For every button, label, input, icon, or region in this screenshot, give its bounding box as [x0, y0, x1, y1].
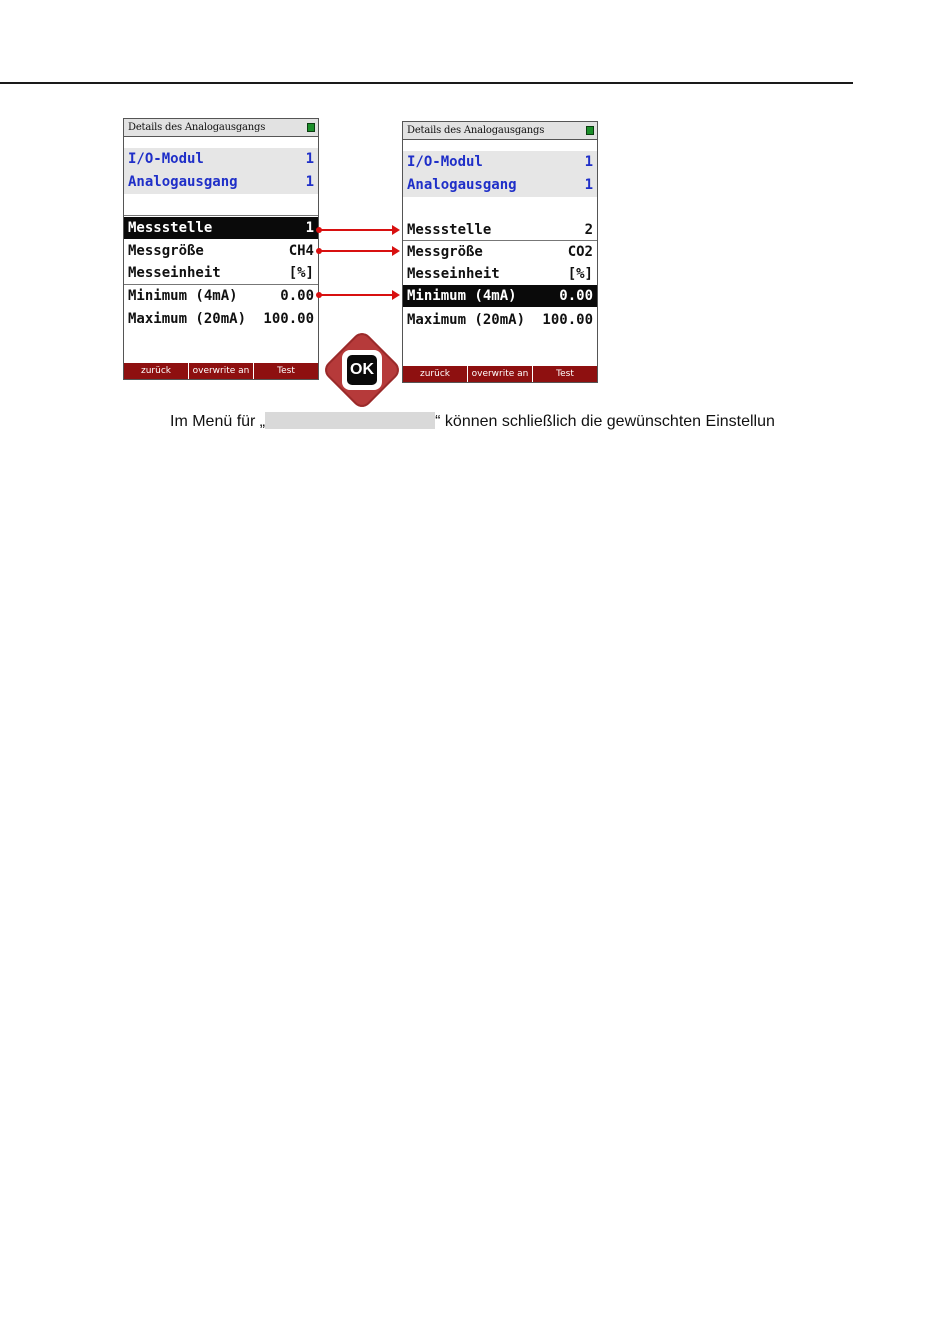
- menu-row-maximum[interactable]: Maximum (20mA) 100.00: [128, 311, 314, 327]
- softkey-bar: [124, 363, 318, 379]
- menu-row-minimum[interactable]: Minimum (4mA) 0.00: [403, 285, 597, 307]
- back-softkey[interactable]: zurück: [124, 363, 188, 379]
- header-rule: [0, 82, 853, 84]
- menu-row-minimum[interactable]: Minimum (4mA) 0.00: [128, 288, 314, 304]
- caption-text: [170, 412, 775, 431]
- menu-row-maximum[interactable]: Maximum (20mA) 100.00: [407, 312, 593, 328]
- overwrite-softkey[interactable]: overwrite an: [467, 366, 532, 382]
- io-module-row: I/O-Modul 1: [407, 154, 593, 170]
- menu-row-measured-variable[interactable]: Messgröße CO2: [407, 244, 593, 260]
- redacted-menu-name: [265, 412, 435, 429]
- divider: [124, 215, 318, 216]
- test-softkey[interactable]: Test: [532, 366, 597, 382]
- menu-row-measuring-point[interactable]: Messstelle 2: [407, 222, 593, 238]
- menu-row-measuring-point[interactable]: Messstelle 1: [124, 217, 318, 239]
- test-softkey[interactable]: Test: [253, 363, 318, 379]
- menu-row-unit[interactable]: Messeinheit [%]: [128, 265, 314, 281]
- back-softkey[interactable]: zurück: [403, 366, 467, 382]
- analog-output-row: Analogausgang 1: [128, 174, 314, 190]
- softkey-bar: [403, 366, 597, 382]
- menu-row-measured-variable[interactable]: Messgröße CH4: [128, 243, 314, 259]
- screen-title: Details des Analogausgangs: [403, 122, 597, 140]
- overwrite-softkey[interactable]: overwrite an: [188, 363, 253, 379]
- analog-output-row: Analogausgang 1: [407, 177, 593, 193]
- arrow-messstelle: [319, 229, 398, 231]
- battery-icon: [307, 123, 315, 132]
- navigation-pad[interactable]: [322, 330, 402, 410]
- screen-title: Details des Analogausgangs: [124, 119, 318, 137]
- menu-row-unit[interactable]: Messeinheit [%]: [407, 266, 593, 282]
- caption-before: Im Menü für „: [170, 413, 266, 430]
- battery-icon: [586, 126, 594, 135]
- arrow-messgroesse: [319, 250, 398, 252]
- ok-button[interactable]: OK: [347, 355, 377, 385]
- arrow-minimum: [319, 294, 398, 296]
- caption-after: “ können schließlich die gewünschten Einstellun: [435, 413, 775, 430]
- io-module-row: I/O-Modul 1: [128, 151, 314, 167]
- device-screen-before: [123, 118, 319, 380]
- device-screen-after: [402, 121, 598, 383]
